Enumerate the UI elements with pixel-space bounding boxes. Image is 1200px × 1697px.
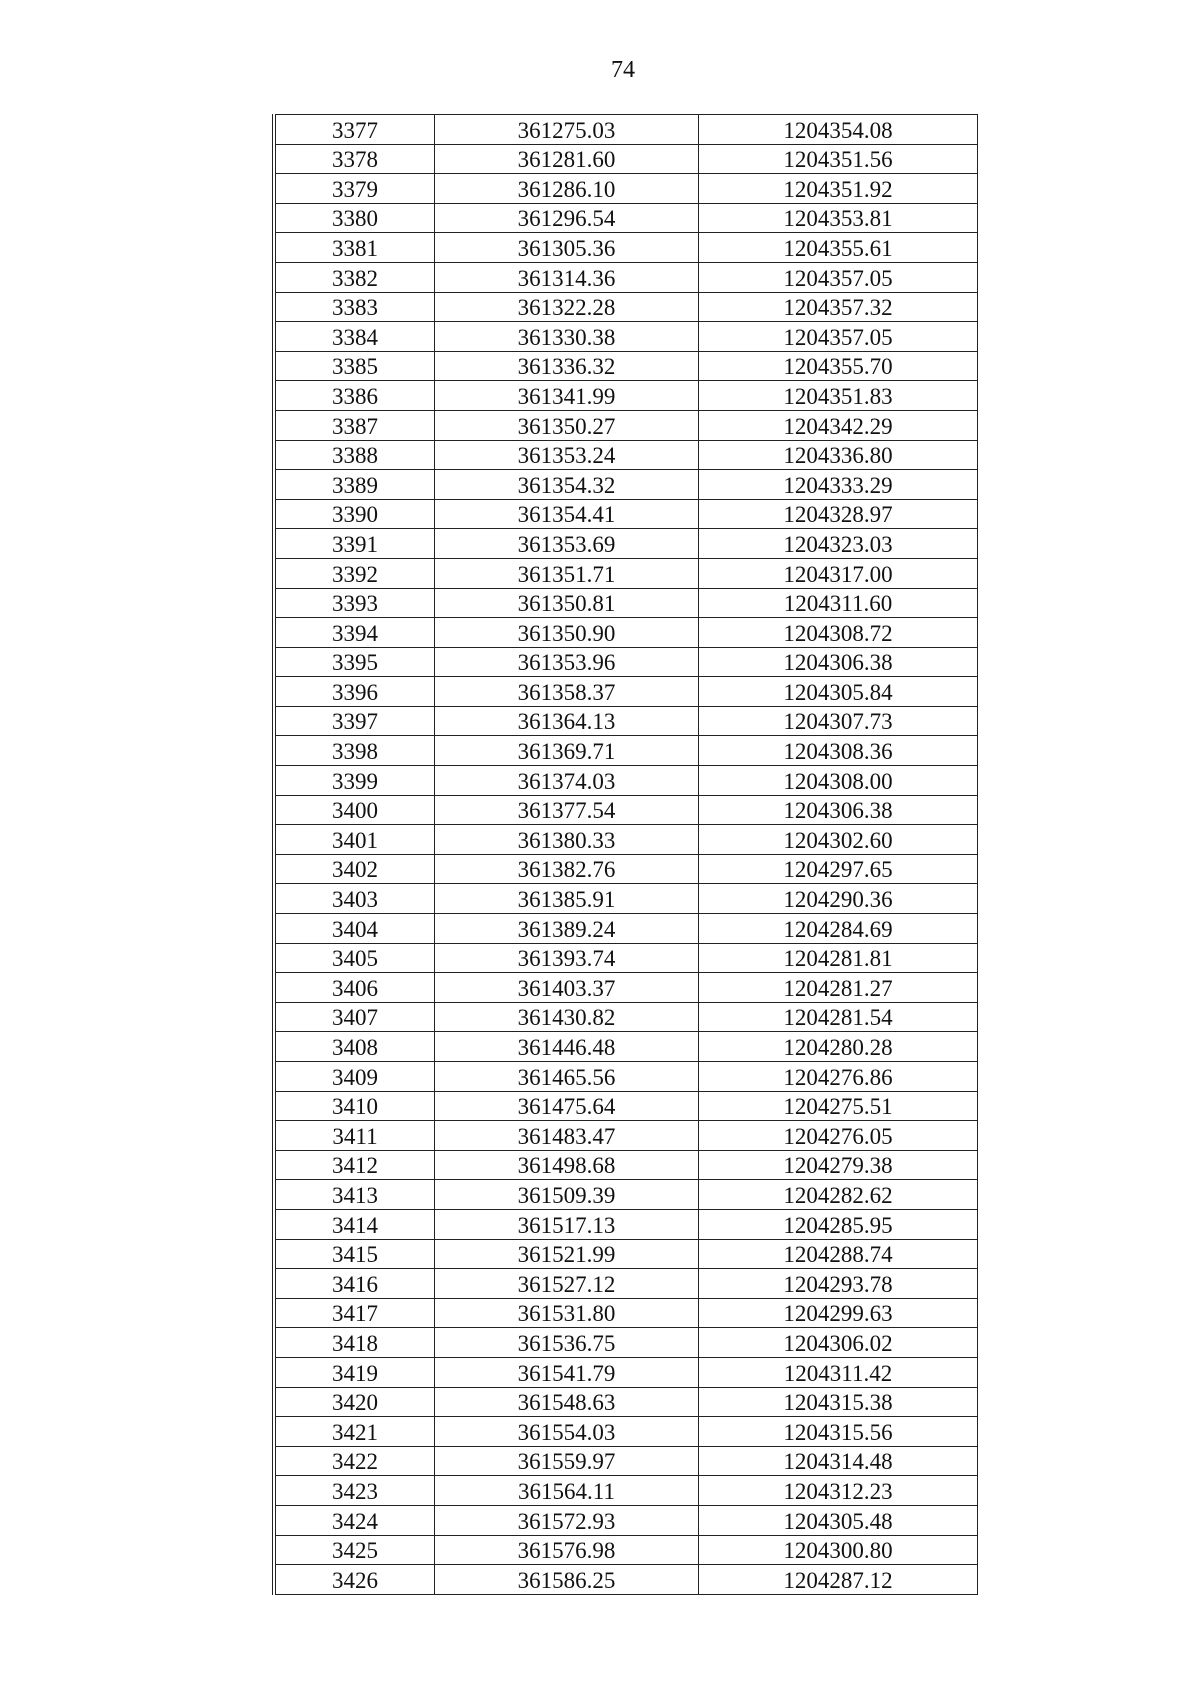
point-number-cell: 3404 [274, 914, 435, 944]
y-coordinate-cell: 1204353.81 [699, 203, 978, 233]
y-coordinate-cell: 1204351.56 [699, 144, 978, 174]
table-row [274, 440, 978, 470]
y-coordinate-cell: 1204357.05 [699, 322, 978, 352]
point-number-cell: 3388 [274, 440, 435, 470]
table-row [274, 1239, 978, 1269]
table-row [274, 1387, 978, 1417]
table-row [274, 1298, 978, 1328]
x-coordinate-cell: 361446.48 [435, 1032, 699, 1062]
coordinates-table-body [274, 115, 978, 1595]
y-coordinate-cell: 1204306.02 [699, 1328, 978, 1358]
point-number-cell: 3399 [274, 766, 435, 796]
x-coordinate-cell: 361389.24 [435, 914, 699, 944]
x-coordinate-cell: 361483.47 [435, 1121, 699, 1151]
table-row [274, 1062, 978, 1092]
point-number-cell: 3385 [274, 351, 435, 381]
x-coordinate-cell: 361314.36 [435, 262, 699, 292]
table-row [274, 1476, 978, 1506]
y-coordinate-cell: 1204308.36 [699, 736, 978, 766]
y-coordinate-cell: 1204315.56 [699, 1417, 978, 1447]
table-row [274, 174, 978, 204]
y-coordinate-cell: 1204285.95 [699, 1209, 978, 1239]
table-row [274, 736, 978, 766]
coordinates-table [272, 114, 978, 1595]
point-number-cell: 3396 [274, 677, 435, 707]
x-coordinate-cell: 361403.37 [435, 973, 699, 1003]
point-number-cell: 3425 [274, 1535, 435, 1565]
y-coordinate-cell: 1204351.83 [699, 381, 978, 411]
x-coordinate-cell: 361358.37 [435, 677, 699, 707]
table-row [274, 1328, 978, 1358]
point-number-cell: 3405 [274, 943, 435, 973]
table-row [274, 1535, 978, 1565]
y-coordinate-cell: 1204279.38 [699, 1150, 978, 1180]
x-coordinate-cell: 361517.13 [435, 1209, 699, 1239]
y-coordinate-cell: 1204342.29 [699, 410, 978, 440]
x-coordinate-cell: 361572.93 [435, 1505, 699, 1535]
point-number-cell: 3395 [274, 647, 435, 677]
point-number-cell: 3418 [274, 1328, 435, 1358]
y-coordinate-cell: 1204293.78 [699, 1269, 978, 1299]
x-coordinate-cell: 361350.27 [435, 410, 699, 440]
y-coordinate-cell: 1204305.48 [699, 1505, 978, 1535]
x-coordinate-cell: 361509.39 [435, 1180, 699, 1210]
y-coordinate-cell: 1204315.38 [699, 1387, 978, 1417]
table-row [274, 262, 978, 292]
point-number-cell: 3424 [274, 1505, 435, 1535]
y-coordinate-cell: 1204288.74 [699, 1239, 978, 1269]
point-number-cell: 3377 [274, 115, 435, 145]
point-number-cell: 3407 [274, 1002, 435, 1032]
x-coordinate-cell: 361341.99 [435, 381, 699, 411]
x-coordinate-cell: 361353.24 [435, 440, 699, 470]
x-coordinate-cell: 361351.71 [435, 558, 699, 588]
x-coordinate-cell: 361330.38 [435, 322, 699, 352]
x-coordinate-cell: 361350.81 [435, 588, 699, 618]
x-coordinate-cell: 361353.69 [435, 529, 699, 559]
x-coordinate-cell: 361531.80 [435, 1298, 699, 1328]
table-row [274, 1091, 978, 1121]
point-number-cell: 3423 [274, 1476, 435, 1506]
y-coordinate-cell: 1204297.65 [699, 854, 978, 884]
point-number-cell: 3409 [274, 1062, 435, 1092]
x-coordinate-cell: 361364.13 [435, 706, 699, 736]
table-row [274, 1150, 978, 1180]
y-coordinate-cell: 1204276.86 [699, 1062, 978, 1092]
table-row [274, 943, 978, 973]
point-number-cell: 3383 [274, 292, 435, 322]
y-coordinate-cell: 1204281.27 [699, 973, 978, 1003]
table-row [274, 1417, 978, 1447]
table-row [274, 1357, 978, 1387]
y-coordinate-cell: 1204280.28 [699, 1032, 978, 1062]
point-number-cell: 3412 [274, 1150, 435, 1180]
y-coordinate-cell: 1204311.42 [699, 1357, 978, 1387]
table-row [274, 115, 978, 145]
x-coordinate-cell: 361286.10 [435, 174, 699, 204]
y-coordinate-cell: 1204290.36 [699, 884, 978, 914]
table-row [274, 766, 978, 796]
x-coordinate-cell: 361354.41 [435, 499, 699, 529]
y-coordinate-cell: 1204333.29 [699, 470, 978, 500]
x-coordinate-cell: 361536.75 [435, 1328, 699, 1358]
point-number-cell: 3421 [274, 1417, 435, 1447]
table-row [274, 1002, 978, 1032]
page-number: 74 [611, 57, 635, 83]
point-number-cell: 3397 [274, 706, 435, 736]
x-coordinate-cell: 361475.64 [435, 1091, 699, 1121]
point-number-cell: 3391 [274, 529, 435, 559]
y-coordinate-cell: 1204355.61 [699, 233, 978, 263]
point-number-cell: 3382 [274, 262, 435, 292]
x-coordinate-cell: 361465.56 [435, 1062, 699, 1092]
point-number-cell: 3398 [274, 736, 435, 766]
y-coordinate-cell: 1204308.00 [699, 766, 978, 796]
point-number-cell: 3379 [274, 174, 435, 204]
point-number-cell: 3415 [274, 1239, 435, 1269]
x-coordinate-cell: 361576.98 [435, 1535, 699, 1565]
point-number-cell: 3411 [274, 1121, 435, 1151]
x-coordinate-cell: 361548.63 [435, 1387, 699, 1417]
y-coordinate-cell: 1204281.54 [699, 1002, 978, 1032]
table-row [274, 914, 978, 944]
x-coordinate-cell: 361354.32 [435, 470, 699, 500]
y-coordinate-cell: 1204311.60 [699, 588, 978, 618]
table-row [274, 1565, 978, 1595]
table-row [274, 1032, 978, 1062]
x-coordinate-cell: 361296.54 [435, 203, 699, 233]
table-row [274, 322, 978, 352]
y-coordinate-cell: 1204276.05 [699, 1121, 978, 1151]
point-number-cell: 3400 [274, 795, 435, 825]
table-row [274, 1446, 978, 1476]
table-row [274, 292, 978, 322]
y-coordinate-cell: 1204306.38 [699, 795, 978, 825]
point-number-cell: 3410 [274, 1091, 435, 1121]
x-coordinate-cell: 361353.96 [435, 647, 699, 677]
table-row [274, 1209, 978, 1239]
x-coordinate-cell: 361322.28 [435, 292, 699, 322]
x-coordinate-cell: 361374.03 [435, 766, 699, 796]
table-row [274, 1269, 978, 1299]
table-row [274, 647, 978, 677]
table-row [274, 351, 978, 381]
x-coordinate-cell: 361377.54 [435, 795, 699, 825]
x-coordinate-cell: 361380.33 [435, 825, 699, 855]
y-coordinate-cell: 1204282.62 [699, 1180, 978, 1210]
point-number-cell: 3386 [274, 381, 435, 411]
table-row [274, 529, 978, 559]
x-coordinate-cell: 361559.97 [435, 1446, 699, 1476]
point-number-cell: 3417 [274, 1298, 435, 1328]
table-row [274, 973, 978, 1003]
x-coordinate-cell: 361498.68 [435, 1150, 699, 1180]
y-coordinate-cell: 1204336.80 [699, 440, 978, 470]
point-number-cell: 3419 [274, 1357, 435, 1387]
x-coordinate-cell: 361385.91 [435, 884, 699, 914]
x-coordinate-cell: 361554.03 [435, 1417, 699, 1447]
point-number-cell: 3426 [274, 1565, 435, 1595]
point-number-cell: 3380 [274, 203, 435, 233]
point-number-cell: 3414 [274, 1209, 435, 1239]
table-row [274, 884, 978, 914]
point-number-cell: 3393 [274, 588, 435, 618]
point-number-cell: 3394 [274, 618, 435, 648]
table-row [274, 706, 978, 736]
point-number-cell: 3422 [274, 1446, 435, 1476]
table-row [274, 410, 978, 440]
point-number-cell: 3420 [274, 1387, 435, 1417]
x-coordinate-cell: 361275.03 [435, 115, 699, 145]
x-coordinate-cell: 361350.90 [435, 618, 699, 648]
table-row [274, 203, 978, 233]
x-coordinate-cell: 361527.12 [435, 1269, 699, 1299]
table-row [274, 618, 978, 648]
y-coordinate-cell: 1204314.48 [699, 1446, 978, 1476]
y-coordinate-cell: 1204284.69 [699, 914, 978, 944]
y-coordinate-cell: 1204287.12 [699, 1565, 978, 1595]
y-coordinate-cell: 1204357.05 [699, 262, 978, 292]
y-coordinate-cell: 1204317.00 [699, 558, 978, 588]
x-coordinate-cell: 361541.79 [435, 1357, 699, 1387]
y-coordinate-cell: 1204354.08 [699, 115, 978, 145]
table-row [274, 588, 978, 618]
x-coordinate-cell: 361281.60 [435, 144, 699, 174]
y-coordinate-cell: 1204355.70 [699, 351, 978, 381]
point-number-cell: 3389 [274, 470, 435, 500]
table-row [274, 381, 978, 411]
point-number-cell: 3381 [274, 233, 435, 263]
y-coordinate-cell: 1204306.38 [699, 647, 978, 677]
x-coordinate-cell: 361305.36 [435, 233, 699, 263]
y-coordinate-cell: 1204299.63 [699, 1298, 978, 1328]
y-coordinate-cell: 1204323.03 [699, 529, 978, 559]
y-coordinate-cell: 1204312.23 [699, 1476, 978, 1506]
y-coordinate-cell: 1204328.97 [699, 499, 978, 529]
table-row [274, 558, 978, 588]
y-coordinate-cell: 1204307.73 [699, 706, 978, 736]
y-coordinate-cell: 1204308.72 [699, 618, 978, 648]
point-number-cell: 3384 [274, 322, 435, 352]
table-row [274, 144, 978, 174]
y-coordinate-cell: 1204357.32 [699, 292, 978, 322]
x-coordinate-cell: 361369.71 [435, 736, 699, 766]
y-coordinate-cell: 1204300.80 [699, 1535, 978, 1565]
table-row [274, 825, 978, 855]
y-coordinate-cell: 1204275.51 [699, 1091, 978, 1121]
y-coordinate-cell: 1204351.92 [699, 174, 978, 204]
point-number-cell: 3387 [274, 410, 435, 440]
table-row [274, 233, 978, 263]
point-number-cell: 3390 [274, 499, 435, 529]
y-coordinate-cell: 1204302.60 [699, 825, 978, 855]
table-row [274, 677, 978, 707]
point-number-cell: 3378 [274, 144, 435, 174]
point-number-cell: 3406 [274, 973, 435, 1003]
point-number-cell: 3416 [274, 1269, 435, 1299]
table-row [274, 1180, 978, 1210]
x-coordinate-cell: 361382.76 [435, 854, 699, 884]
y-coordinate-cell: 1204305.84 [699, 677, 978, 707]
x-coordinate-cell: 361430.82 [435, 1002, 699, 1032]
table-row [274, 470, 978, 500]
table-row [274, 1505, 978, 1535]
point-number-cell: 3403 [274, 884, 435, 914]
x-coordinate-cell: 361586.25 [435, 1565, 699, 1595]
table-row [274, 795, 978, 825]
point-number-cell: 3392 [274, 558, 435, 588]
point-number-cell: 3401 [274, 825, 435, 855]
table-row [274, 1121, 978, 1151]
y-coordinate-cell: 1204281.81 [699, 943, 978, 973]
point-number-cell: 3402 [274, 854, 435, 884]
point-number-cell: 3408 [274, 1032, 435, 1062]
table-row [274, 499, 978, 529]
table-row [274, 854, 978, 884]
x-coordinate-cell: 361564.11 [435, 1476, 699, 1506]
x-coordinate-cell: 361393.74 [435, 943, 699, 973]
point-number-cell: 3413 [274, 1180, 435, 1210]
x-coordinate-cell: 361521.99 [435, 1239, 699, 1269]
x-coordinate-cell: 361336.32 [435, 351, 699, 381]
